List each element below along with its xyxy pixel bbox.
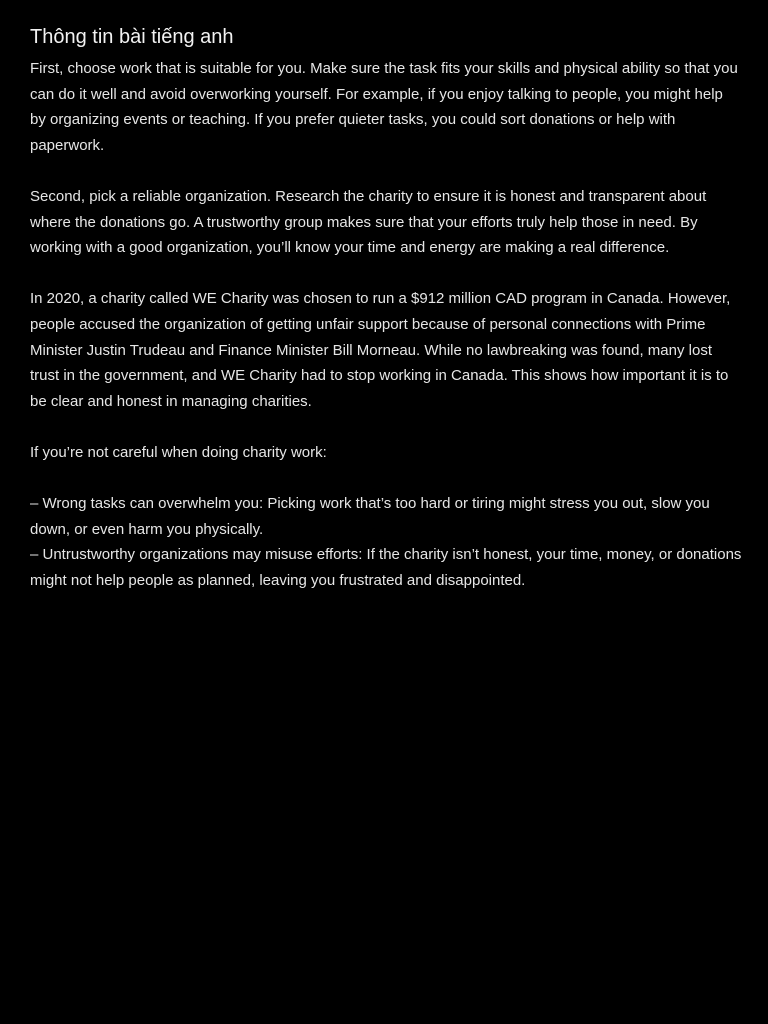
paragraph-we-charity: In 2020, a charity called WE Charity was chosen to run a $912 million CAD program in Canada. However, people accused the organization of getting unfair support because of personal connections with Prime Minister Justin Trudeau and Finance Minister Bill Morneau. While no lawbreaking was found, many lost trust in the government, and WE Charity had to stop working in Canada. This shows how important it is to be clear and honest in managing charities. — [30, 290, 731, 410]
paragraph-spacer — [30, 158, 742, 184]
paragraph-reliable-organization: Second, pick a reliable organization. Research the charity to ensure it is honest and transparent about where the donations go. A trustworthy group makes sure that your efforts truly help those in need. By working with a good organization, you’ll know your time and energy are making a real difference. — [30, 187, 707, 257]
note-title: Thông tin bài tiếng anh — [30, 26, 234, 48]
paragraph-spacer — [30, 414, 742, 440]
paragraph-choose-work: First, choose work that is suitable for you. Make sure the task fits your skills and physical ability so that you can do it well and avoid overworking yourself. For example, if you enjoy talking to people, you might help by organizing events or teaching. If you prefer quieter tasks, you could sort donations or help with paperwork. — [30, 60, 738, 154]
paragraph-not-careful: If you’re not careful when doing charity work: — [30, 443, 327, 461]
paragraph-spacer — [30, 466, 742, 492]
list-item-untrustworthy-organizations: – Untrustworthy organizations may misuse efforts: If the charity isn’t honest, your time, money, or donations might not help people as planned, leaving you frustrated and disappointed. — [30, 546, 742, 589]
paragraph-spacer — [30, 261, 742, 287]
note-body — [30, 22, 742, 593]
list-item-wrong-tasks: – Wrong tasks can overwhelm you: Picking work that’s too hard or tiring might stress you out, slow you down, or even harm you physically. — [30, 495, 710, 538]
